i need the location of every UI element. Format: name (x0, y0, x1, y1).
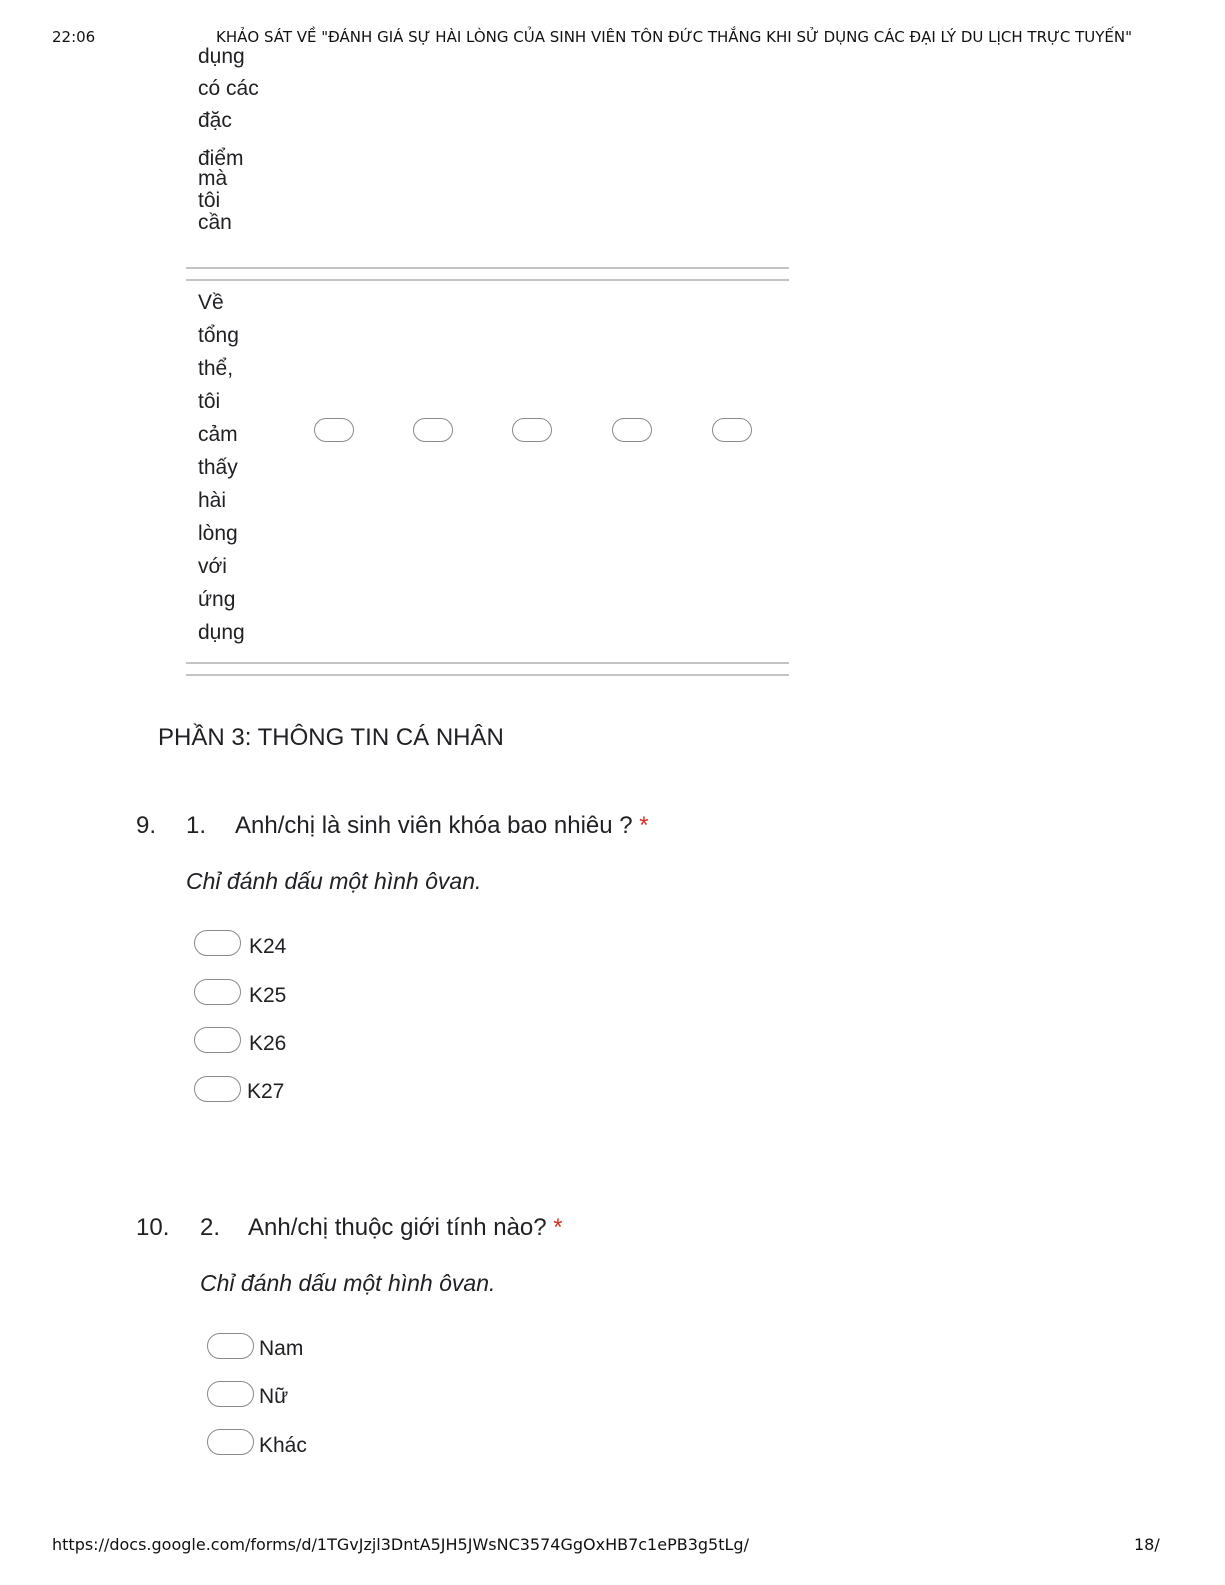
grid-row-label-line: cần (198, 211, 232, 234)
required-mark: * (553, 1214, 563, 1241)
grid-row-divider (186, 267, 789, 269)
radio-option-nu[interactable] (207, 1381, 254, 1407)
question-number: 10. (136, 1214, 170, 1241)
question-number: 9. (136, 812, 157, 839)
option-label: K24 (249, 935, 287, 958)
print-time: 22:06 (52, 28, 96, 46)
grid-row-label-line: hài (198, 489, 227, 512)
grid-row-label-line: có các (198, 77, 259, 100)
grid-radio-option[interactable] (314, 418, 354, 442)
option-label: K26 (249, 1032, 287, 1055)
grid-row-divider (186, 279, 789, 281)
question-title (248, 1214, 563, 1242)
grid-row-label-line: đặc (198, 109, 232, 132)
radio-option-k25[interactable] (194, 979, 241, 1005)
grid-row-label-line: ứng (198, 588, 236, 611)
grid-row-label-line: mà (198, 167, 228, 190)
required-mark: * (639, 812, 649, 839)
grid-row-label-line: tôi (198, 390, 221, 413)
question-sub-number: 2. (200, 1214, 221, 1241)
grid-row-label-line: lòng (198, 522, 238, 545)
option-label: K27 (247, 1080, 285, 1103)
grid-row-label-line: dụng (198, 45, 245, 68)
question-text: Anh/chị là sinh viên khóa bao nhiêu ? (235, 812, 633, 839)
grid-row-divider (186, 674, 789, 676)
question-hint: Chỉ đánh dấu một hình ôvan. (200, 1270, 496, 1296)
grid-row-label-line: dụng (198, 621, 245, 644)
question-sub-number: 1. (186, 812, 207, 839)
grid-row-label-line: tổng (198, 324, 239, 347)
radio-option-k26[interactable] (194, 1027, 241, 1053)
grid-row-label-line: thấy (198, 456, 238, 479)
grid-radio-option[interactable] (512, 418, 552, 442)
grid-row-label-overall (198, 287, 278, 649)
grid-radio-option[interactable] (712, 418, 752, 442)
question-hint: Chỉ đánh dấu một hình ôvan. (186, 868, 482, 894)
print-title: KHẢO SÁT VỀ "ĐÁNH GIÁ SỰ HÀI LÒNG CỦA SINH VIÊN TÔN ĐỨC THẮNG KHI SỬ DỤNG CÁC ĐẠI LÝ DU LỊCH TRỰC TUYẾN" (216, 28, 1133, 46)
page-number: 18/ (1134, 1535, 1160, 1554)
option-label: Khác (259, 1434, 307, 1457)
radio-option-nam[interactable] (207, 1333, 254, 1359)
grid-radio-option[interactable] (413, 418, 453, 442)
option-label: Nam (259, 1337, 304, 1360)
grid-row-label-line: cảm (198, 423, 238, 446)
option-label: Nữ (259, 1385, 289, 1408)
option-label: K25 (249, 984, 287, 1007)
page-url: https://docs.google.com/forms/d/1TGvJzjl3DntA5JH5JWsNC3574GgOxHB7c1ePB3g5tLg/ (52, 1535, 749, 1554)
question-text: Anh/chị thuộc giới tính nào? (248, 1214, 547, 1241)
grid-row-label-line: với (198, 555, 227, 578)
grid-radio-option[interactable] (612, 418, 652, 442)
section-title: PHẦN 3: THÔNG TIN CÁ NHÂN (158, 724, 504, 751)
grid-row-label-line: thể, (198, 357, 234, 380)
radio-option-k24[interactable] (194, 930, 241, 956)
grid-row-label-line: tôi (198, 189, 221, 212)
question-title (235, 812, 649, 840)
grid-row-label-line: Về (198, 291, 224, 314)
grid-row-divider (186, 662, 789, 664)
grid-row-label-prev (198, 41, 278, 239)
radio-option-k27[interactable] (194, 1076, 241, 1102)
grid-row-label-line: điểm (198, 147, 244, 170)
radio-option-khac[interactable] (207, 1429, 254, 1455)
